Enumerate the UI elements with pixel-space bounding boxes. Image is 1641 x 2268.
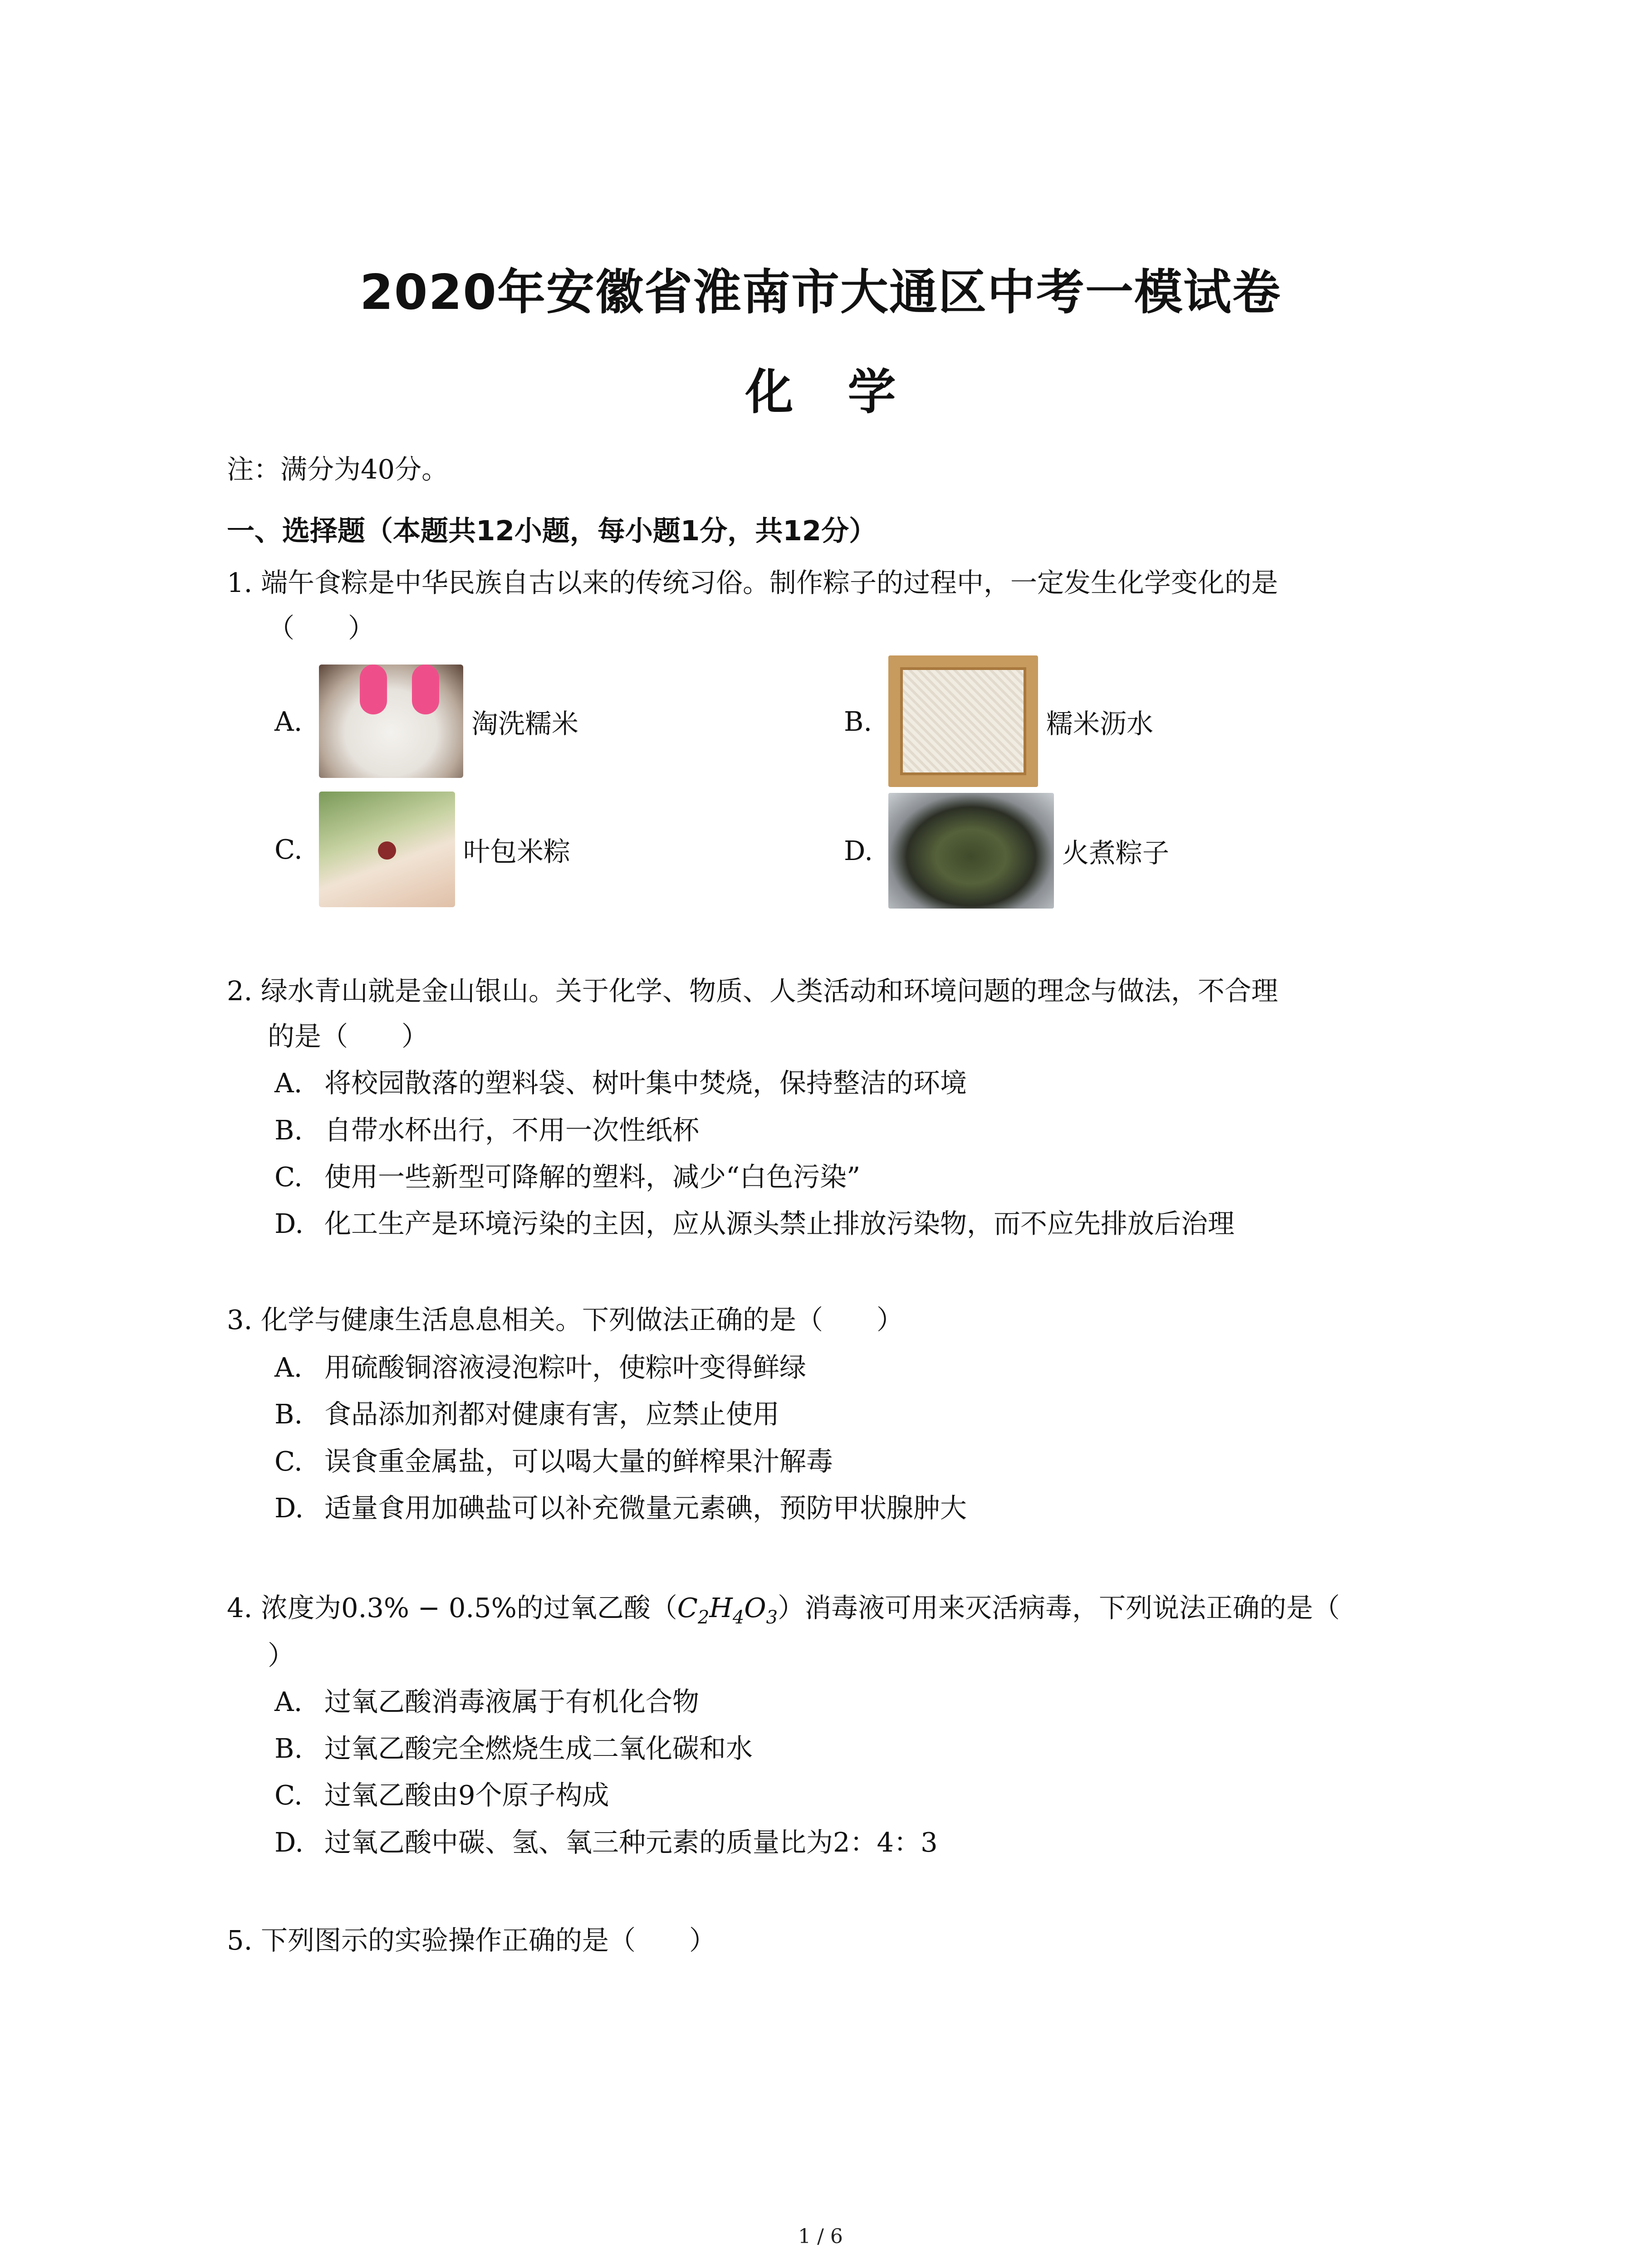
q1-option-c xyxy=(274,792,570,907)
page-number: 1 / 6 xyxy=(798,2225,843,2248)
section-heading: 一、选择题（本题共12小题，每小题1分，共12分） xyxy=(227,515,877,547)
chemical-formula: $C_2H_4O_3$ xyxy=(677,1592,778,1628)
q1-option-a xyxy=(274,665,578,778)
q4-stem-suffix: ）消毒液可用来灭活病毒，下列说法正确的是（ xyxy=(778,1592,1340,1623)
q1-stem-cont: （ ） xyxy=(268,612,375,644)
q4-stem xyxy=(227,1594,1340,1627)
q4-stem-prefix: 4. 浓度为0.3% − 0.5%的过氧乙酸（ xyxy=(227,1592,677,1623)
option-text: 食品添加剂都对健康有害，应禁止使用 xyxy=(324,1398,780,1430)
option-text: 糯米沥水 xyxy=(1046,708,1154,739)
exam-title: 2020年安徽省淮南市大通区中考一模试卷 xyxy=(359,264,1282,320)
option-text: 火煮粽子 xyxy=(1062,837,1170,869)
option-text: 叶包米粽 xyxy=(463,836,571,867)
option-letter: A. xyxy=(274,705,303,737)
option-text: 过氧乙酸完全燃烧生成二氧化碳和水 xyxy=(324,1733,753,1764)
washing-rice-photo xyxy=(319,665,463,778)
option-letter: D. xyxy=(274,1208,304,1239)
q2-stem-cont: 的是（ ） xyxy=(268,1021,429,1052)
subject-title: 化学 xyxy=(745,364,950,420)
option-letter: D. xyxy=(274,1827,304,1858)
q2-option-a xyxy=(274,1067,967,1099)
boiling-zongzi-photo xyxy=(888,793,1054,909)
q3-option-a xyxy=(274,1354,806,1381)
option-text: 化工生产是环境污染的主因，应从源头禁止排放污染物，而不应先排放后治理 xyxy=(324,1208,1235,1239)
option-text: 自带水杯出行，不用一次性纸杯 xyxy=(324,1114,700,1146)
option-letter: D. xyxy=(844,835,873,866)
option-letter: B. xyxy=(274,1398,303,1430)
option-text: 将校园散落的塑料袋、树叶集中焚烧，保持整洁的环境 xyxy=(324,1067,967,1099)
option-letter: C. xyxy=(274,834,303,865)
q2-option-b xyxy=(274,1114,700,1146)
option-text: 过氧乙酸中碳、氢、氧三种元素的质量比为2：4：3 xyxy=(324,1827,938,1858)
q5-stem: 5. 下列图示的实验操作正确的是（ ） xyxy=(227,1925,716,1956)
q4-option-c xyxy=(274,1779,609,1811)
q1-option-b xyxy=(844,655,1153,787)
q3-stem: 3. 化学与健康生活息息相关。下列做法正确的是（ ） xyxy=(227,1304,904,1335)
q3-option-b xyxy=(274,1398,780,1430)
option-letter: C. xyxy=(274,1779,303,1811)
q2-option-d xyxy=(274,1210,1234,1237)
q3-option-c xyxy=(274,1448,833,1475)
wrapping-zongzi-photo xyxy=(319,792,455,907)
q4-option-d xyxy=(274,1829,938,1856)
option-text: 过氧乙酸消毒液属于有机化合物 xyxy=(324,1686,700,1717)
option-letter: A. xyxy=(274,1067,303,1099)
q4-stem-cont: ） xyxy=(268,1640,295,1671)
q1-option-d xyxy=(844,793,1169,909)
option-text: 过氧乙酸由9个原子构成 xyxy=(324,1779,609,1811)
q3-option-d xyxy=(274,1492,967,1524)
option-text: 使用一些新型可降解的塑料，减少“白色污染” xyxy=(324,1161,861,1193)
draining-rice-photo xyxy=(888,655,1038,787)
option-text: 适量食用加碘盐可以补充微量元素碘，预防甲状腺肿大 xyxy=(324,1492,967,1524)
option-letter: B. xyxy=(274,1114,303,1146)
q4-option-a xyxy=(274,1688,699,1715)
q2-stem: 2. 绿水青山就是金山银山。关于化学、物质、人类活动和环境问题的理念与做法，不合理 xyxy=(227,975,1279,1007)
q2-option-c xyxy=(274,1161,861,1193)
option-text: 淘洗糯米 xyxy=(471,708,579,739)
option-text: 误食重金属盐，可以喝大量的鲜榨果汁解毒 xyxy=(324,1446,833,1477)
q1-stem: 1. 端午食粽是中华民族自古以来的传统习俗。制作粽子的过程中，一定发生化学变化的是 xyxy=(227,567,1279,598)
option-letter: B. xyxy=(274,1733,303,1764)
q4-option-b xyxy=(274,1735,753,1762)
score-note: 注：满分为40分。 xyxy=(227,454,449,485)
option-letter: A. xyxy=(274,1352,303,1383)
option-letter: D. xyxy=(274,1492,304,1524)
option-text: 用硫酸铜溶液浸泡粽叶，使粽叶变得鲜绿 xyxy=(324,1352,807,1383)
option-letter: A. xyxy=(274,1686,303,1717)
option-letter: B. xyxy=(844,705,872,737)
option-letter: C. xyxy=(274,1161,303,1193)
option-letter: C. xyxy=(274,1446,303,1477)
